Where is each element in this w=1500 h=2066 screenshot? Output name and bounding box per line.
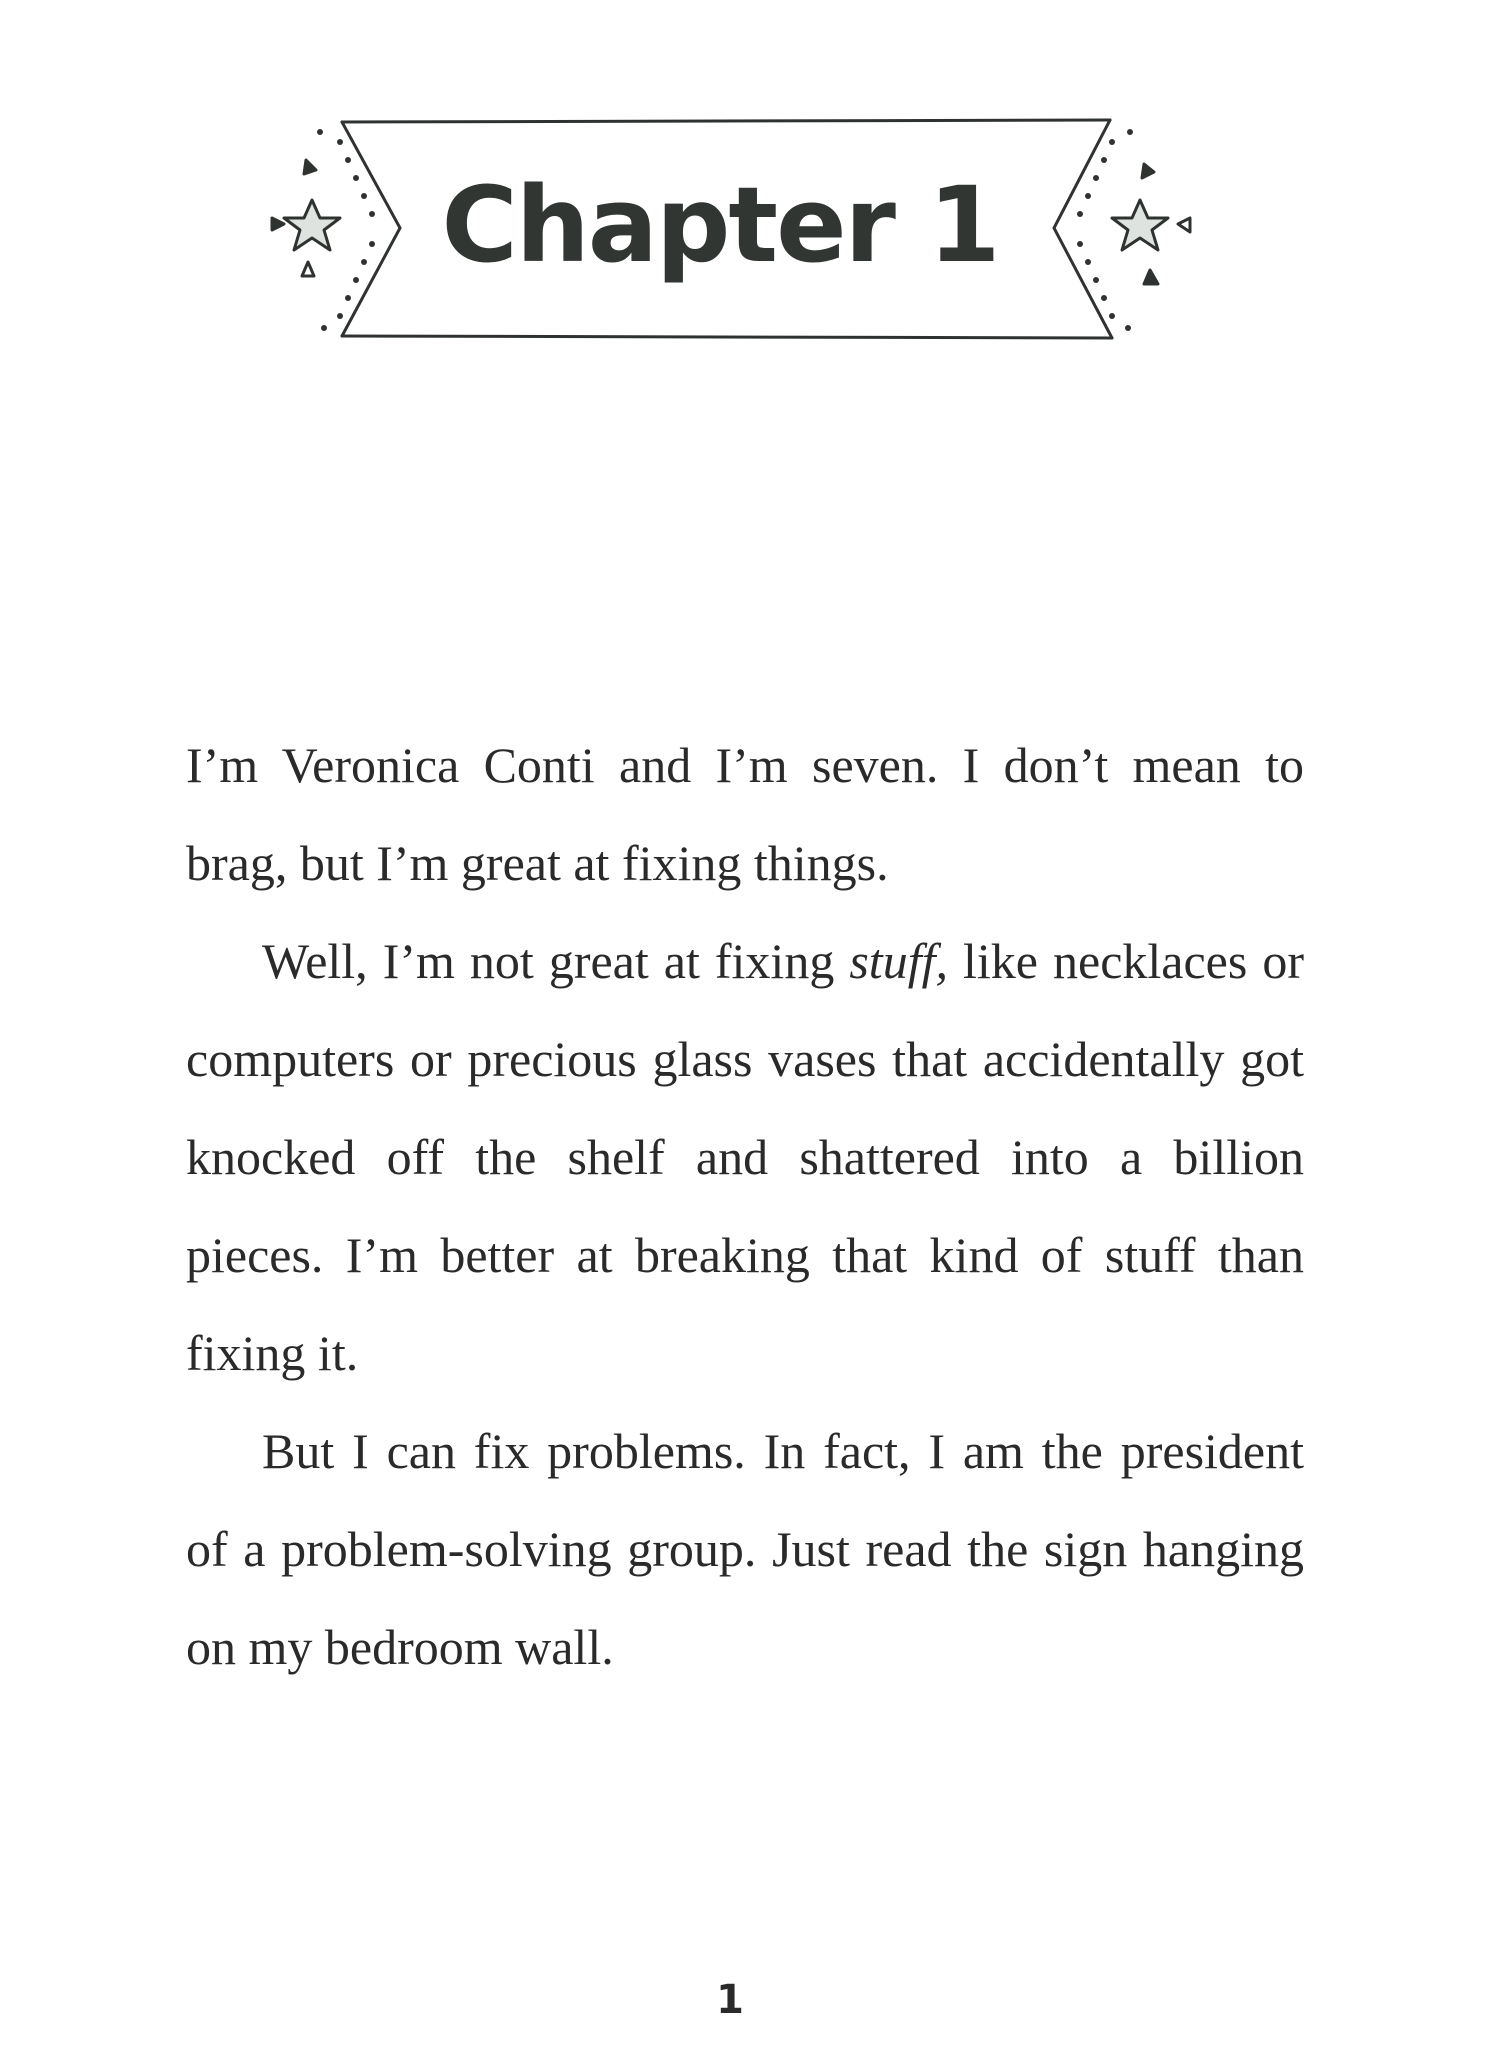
chapter-title: Chapter 1 xyxy=(441,164,999,286)
banner-left-notch xyxy=(342,122,400,336)
body-text xyxy=(186,716,1304,1696)
left-star-icon xyxy=(272,160,340,276)
banner-right-notch xyxy=(1054,120,1112,338)
banner-bottom-line xyxy=(342,336,1112,338)
paragraph: I’m Veronica Conti and I’m seven. I don’t mean to brag, but I’m great at fixing things. xyxy=(186,737,1304,891)
page-number: 1 xyxy=(716,1977,744,2023)
paragraph-text: like necklaces or computers or precious glass vases that accidentally got knocked off the shelf and shattered into a billion pieces. I’m better at breaking that kind of stuff than fixing it. xyxy=(186,933,1304,1381)
banner-top-line xyxy=(342,120,1110,122)
paragraph-text: Well, I’m not great at fixing xyxy=(262,933,850,989)
paragraph xyxy=(186,912,1304,1402)
emphasized-word: stuff, xyxy=(849,933,948,989)
right-star-icon xyxy=(1112,164,1190,284)
paragraph: But I can fix problems. In fact, I am the president of a problem-solving group. Just read the sign hanging on my bedroom wall. xyxy=(186,1423,1304,1675)
